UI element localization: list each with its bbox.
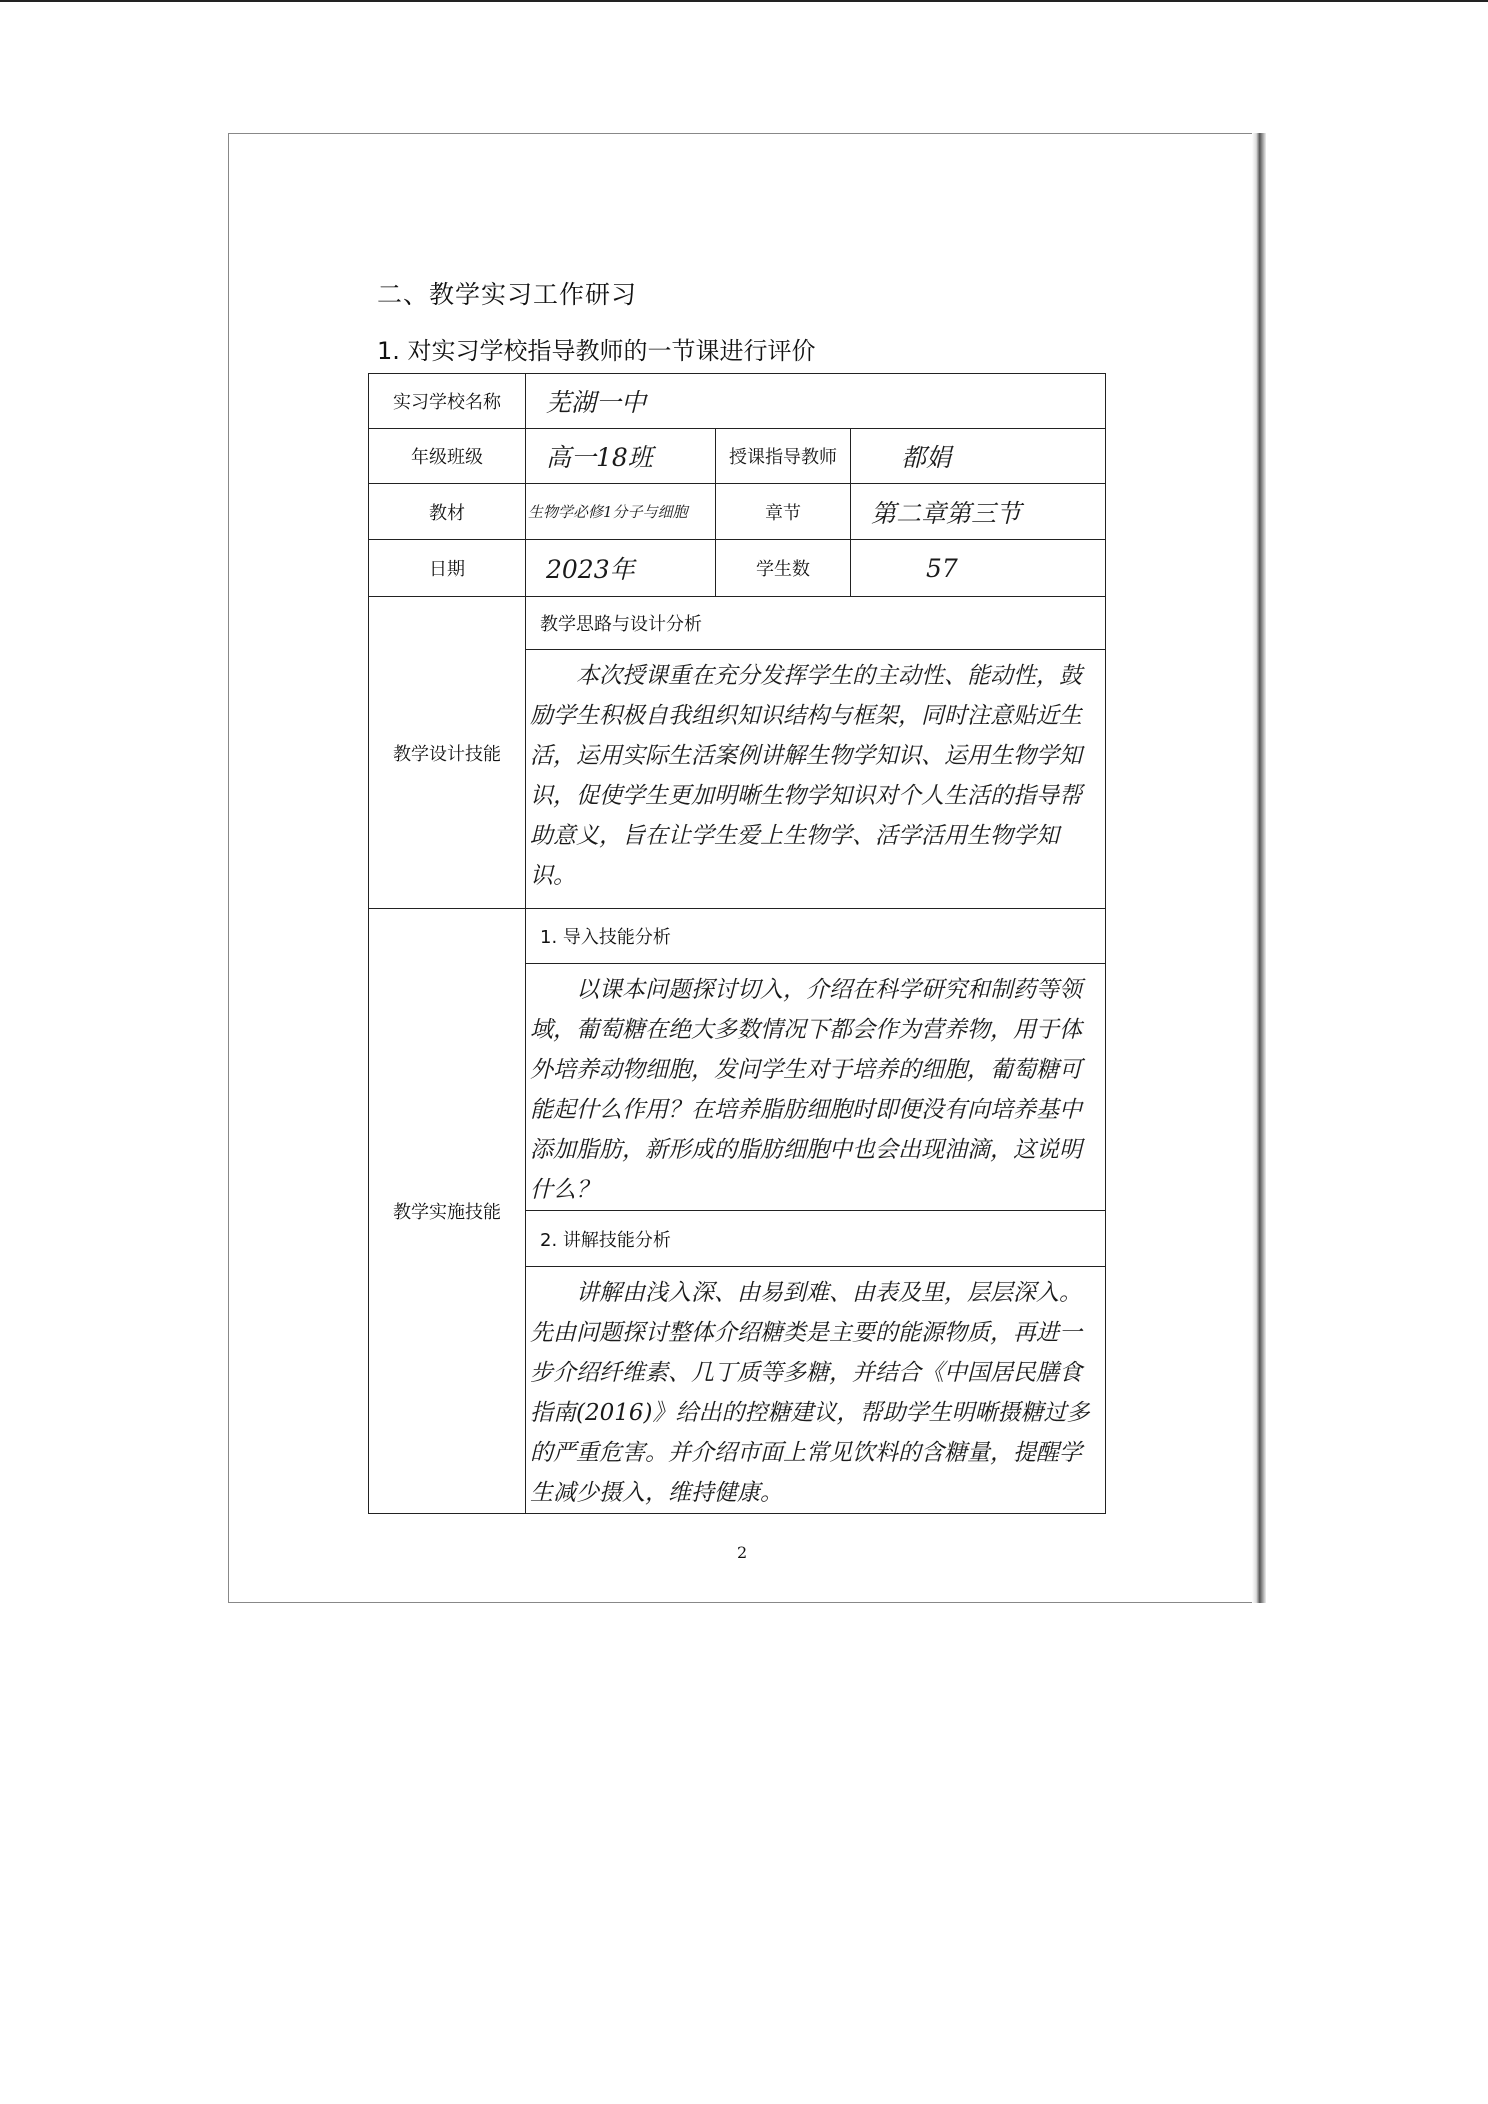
implementation-skill-label: 教学实施技能	[369, 909, 526, 1514]
subsection-title: 1. 对实习学校指导教师的一节课进行评价	[377, 337, 816, 365]
date-value: 2023年	[526, 540, 716, 597]
textbook-label: 教材	[369, 484, 526, 540]
date-label: 日期	[369, 540, 526, 597]
design-heading: 教学思路与设计分析	[526, 597, 1106, 650]
form-row-school	[369, 374, 1106, 429]
students-label: 学生数	[716, 540, 851, 597]
grade-label: 年级班级	[369, 429, 526, 484]
chapter-label: 章节	[716, 484, 851, 540]
form-row-grade	[369, 429, 1106, 484]
intro-heading: 1. 导入技能分析	[526, 909, 1106, 964]
form-row-intro-heading	[369, 909, 1106, 964]
design-skill-label: 教学设计技能	[369, 597, 526, 909]
form-row-textbook	[369, 484, 1106, 540]
scan-top-edge	[0, 0, 1488, 2]
teacher-value: 都娟	[851, 429, 1106, 484]
design-text: 本次授课重在充分发挥学生的主动性、能动性，鼓励学生积极自我组织知识结构与框架，同时注意贴近生活，运用实际生活案例讲解生物学知识、运用生物学知识，促使学生更加明晰生物学知识对个人生活的指导帮助意义，旨在让学生爱上生物学、活学活用生物学知识。	[526, 650, 1106, 909]
intro-text: 以课本问题探讨切入，介绍在科学研究和制药等领域，葡萄糖在绝大多数情况下都会作为营养物，用于体外培养动物细胞，发问学生对于培养的细胞，葡萄糖可能起什么作用？在培养脂肪细胞时即便没有向培养基中添加脂肪，新形成的脂肪细胞中也会出现油滴，这说明什么？	[526, 964, 1106, 1211]
teacher-label: 授课指导教师	[716, 429, 851, 484]
grade-value: 高一18班	[526, 429, 716, 484]
school-label: 实习学校名称	[369, 374, 526, 429]
evaluation-form	[368, 373, 1106, 1514]
form-row-design-heading	[369, 597, 1106, 650]
page-number: 2	[737, 1543, 748, 1562]
textbook-value: 生物学必修1分子与细胞	[526, 484, 716, 540]
lecture-heading: 2. 讲解技能分析	[526, 1211, 1106, 1267]
chapter-value: 第二章第三节	[851, 484, 1106, 540]
form-row-date	[369, 540, 1106, 597]
section-title: 二、教学实习工作研习	[377, 280, 638, 309]
lecture-text: 讲解由浅入深、由易到难、由表及里，层层深入。先由问题探讨整体介绍糖类是主要的能源物质，再进一步介绍纤维素、几丁质等多糖，并结合《中国居民膳食指南(2016)》给出的控糖建议，帮助学生明晰摄糖过多的严重危害。并介绍市面上常见饮料的含糖量，提醒学生减少摄入，维持健康。	[526, 1267, 1106, 1514]
page-binding-shadow	[1252, 133, 1266, 1603]
students-value: 57	[851, 540, 1106, 597]
school-value: 芜湖一中	[526, 374, 1106, 429]
